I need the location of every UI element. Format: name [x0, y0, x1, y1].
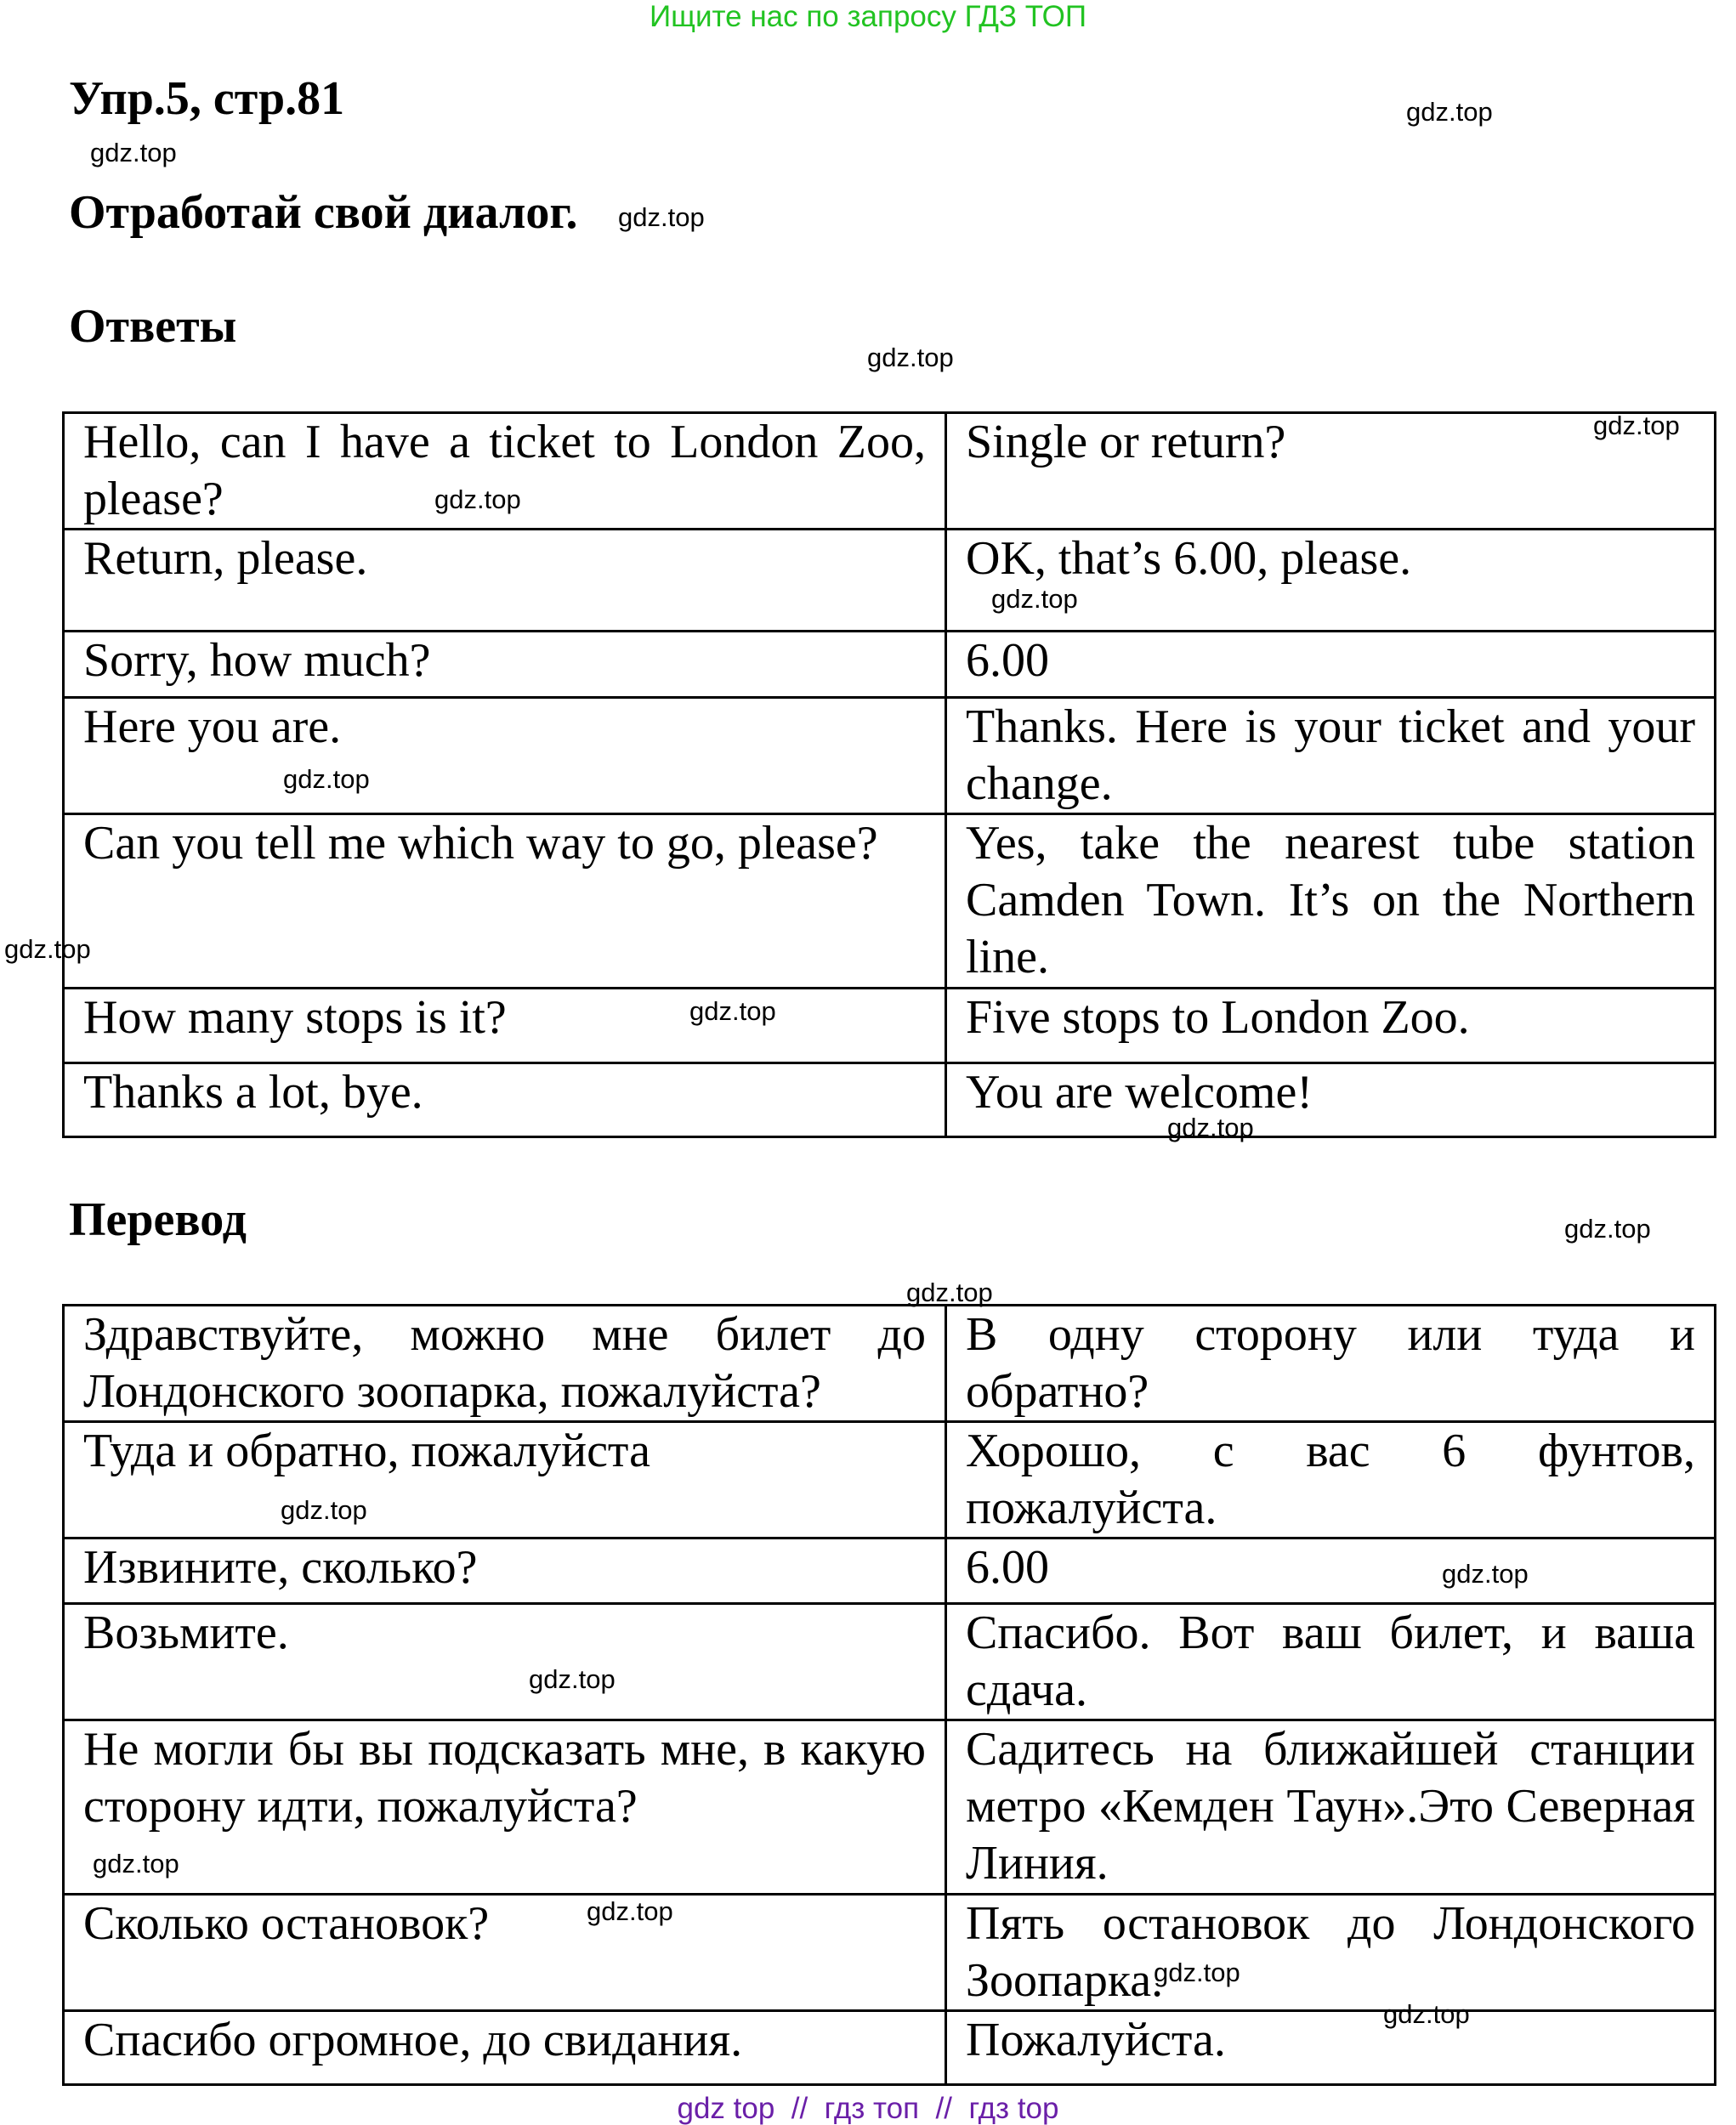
table-cell: Здравствуйте, можно мне билет до Лондонского зоопарка, пожалуйста? — [64, 1306, 946, 1422]
table-cell: Садитесь на ближайшей станции метро «Кемден Таун».Это Северная Линия. — [946, 1720, 1716, 1895]
table-cell: Can you tell me which way to go, please? — [64, 814, 946, 989]
watermark: gdz.top — [90, 138, 177, 167]
table-cell: 6.00 — [946, 632, 1716, 698]
table-cell: Hello, can I have a ticket to London Zoo, please? — [64, 413, 946, 530]
watermark: gdz.top — [1564, 1214, 1651, 1244]
table-cell: Yes, take the nearest tube station Camden Town. It’s on the Northern line. — [946, 814, 1716, 989]
table-cell: Here you are. — [64, 698, 946, 814]
table-cell: Single or return? — [946, 413, 1716, 530]
watermark: gdz.top — [618, 202, 705, 232]
task-title: Отработай свой диалог. — [69, 186, 578, 239]
watermark: gdz.top — [434, 484, 521, 514]
table-cell: 6.00 — [946, 1538, 1716, 1604]
table-cell: Извините, сколько? — [64, 1538, 946, 1604]
translation-table — [62, 1304, 1716, 2086]
table-row — [64, 989, 1716, 1063]
watermark: gdz.top — [867, 343, 954, 372]
table-cell: How many stops is it? — [64, 989, 946, 1063]
watermark: gdz.top — [689, 996, 776, 1026]
table-row — [64, 530, 1716, 632]
table-cell: Хорошо, с вас 6 фунтов, пожалуйста. — [946, 1422, 1716, 1538]
table-cell: Five stops to London Zoo. — [946, 989, 1716, 1063]
exercise-title: Упр.5, стр.81 — [69, 72, 345, 125]
table-cell: You are welcome! — [946, 1063, 1716, 1137]
table-row — [64, 1895, 1716, 2011]
watermark: gdz.top — [281, 1495, 367, 1525]
footer-links: gdz top // гдз топ // гдз top — [677, 2092, 1059, 2125]
table-cell: Thanks. Here is your ticket and your change. — [946, 698, 1716, 814]
watermark: gdz.top — [1442, 1559, 1529, 1589]
watermark: gdz.top — [1167, 1113, 1254, 1142]
watermark: gdz.top — [4, 934, 91, 964]
search-banner: Ищите нас по запросу ГДЗ ТОП — [650, 0, 1086, 33]
table-row — [64, 1063, 1716, 1137]
table-cell: В одну сторону или туда и обратно? — [946, 1306, 1716, 1422]
watermark: gdz.top — [1383, 1999, 1470, 2029]
table-cell: OK, that’s 6.00, please. — [946, 530, 1716, 632]
table-cell: Пожалуйста. — [946, 2011, 1716, 2085]
watermark: gdz.top — [1593, 411, 1680, 440]
table-cell: Туда и обратно, пожалуйста — [64, 1422, 946, 1538]
watermark: gdz.top — [991, 584, 1078, 614]
watermark: gdz.top — [587, 1896, 673, 1926]
table-row — [64, 632, 1716, 698]
table-cell: Сколько остановок? — [64, 1895, 946, 2011]
table-cell: Пять остановок до Лондонского Зоопарка. — [946, 1895, 1716, 2011]
table-cell: Возьмите. — [64, 1604, 946, 1720]
watermark: gdz.top — [529, 1664, 616, 1694]
watermark: gdz.top — [93, 1849, 179, 1878]
table-cell: Спасибо огромное, до свидания. — [64, 2011, 946, 2085]
watermark: gdz.top — [1154, 1958, 1240, 1987]
table-cell: Thanks a lot, bye. — [64, 1063, 946, 1137]
watermark: gdz.top — [283, 764, 370, 794]
table-cell: Sorry, how much? — [64, 632, 946, 698]
table-row — [64, 1604, 1716, 1720]
watermark: gdz.top — [906, 1278, 993, 1307]
watermark: gdz.top — [1406, 97, 1493, 127]
answers-heading: Ответы — [69, 300, 237, 353]
table-row — [64, 814, 1716, 989]
table-row — [64, 1306, 1716, 1422]
table-cell: Return, please. — [64, 530, 946, 632]
translation-heading: Перевод — [69, 1193, 247, 1246]
table-cell: Спасибо. Вот ваш билет, и ваша сдача. — [946, 1604, 1716, 1720]
table-cell: Не могли бы вы подсказать мне, в какую сторону идти, пожалуйста? — [64, 1720, 946, 1895]
table-row — [64, 413, 1716, 530]
table-row — [64, 698, 1716, 814]
table-row — [64, 1720, 1716, 1895]
